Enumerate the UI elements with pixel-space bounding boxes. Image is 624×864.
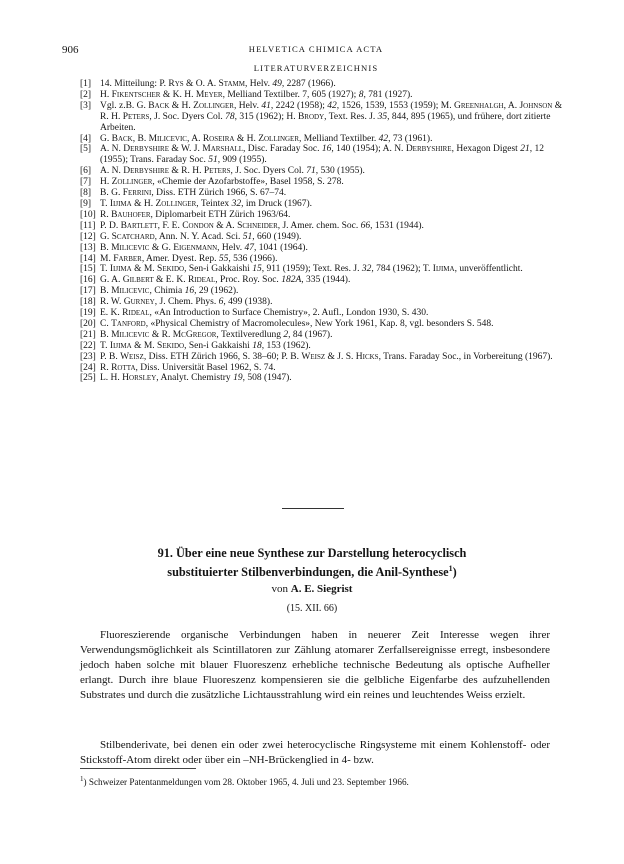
- reference-item: [80, 286, 570, 297]
- reference-text: , Melliand Textilber.: [299, 133, 379, 144]
- reference-volume: 49: [272, 79, 282, 89]
- reference-text: & H.: [131, 198, 156, 209]
- reference-number: [3]: [80, 100, 92, 111]
- reference-text: , 2287 (1966).: [281, 79, 336, 89]
- reference-item: [80, 199, 570, 210]
- reference-text: , Textilveredlung: [216, 329, 284, 340]
- reference-text: , Sen-i Gakkaishi: [184, 340, 253, 351]
- reference-item: [80, 297, 570, 308]
- reference-item: [80, 90, 570, 101]
- reference-author: Milicevic: [148, 133, 187, 144]
- reference-item: [80, 341, 570, 352]
- reference-text: , 73 (1961).: [388, 133, 433, 144]
- reference-number: [23]: [80, 351, 96, 362]
- reference-text: & G.: [149, 242, 174, 253]
- reference-number: [12]: [80, 231, 96, 242]
- reference-text: B.: [100, 286, 112, 297]
- reference-text: , Sen-i Gakkaishi: [184, 264, 253, 275]
- reference-item: [80, 352, 570, 363]
- reference-author: Hicks: [355, 351, 379, 362]
- reference-volume: 78: [225, 111, 235, 122]
- reference-volume: 8: [358, 89, 364, 100]
- reference-number: [2]: [80, 89, 92, 100]
- reference-author: Rys: [168, 79, 184, 89]
- reference-text: & M.: [131, 340, 158, 351]
- reference-author: Derbyshire: [123, 144, 169, 155]
- reference-text: T.: [100, 198, 110, 209]
- reference-author: Iijima: [109, 340, 132, 351]
- reference-text: , Amer. Dyest. Rep.: [141, 253, 219, 264]
- reference-item: [80, 101, 570, 134]
- reference-text: , J. Amer. chem. Soc.: [277, 220, 361, 231]
- reference-number: [10]: [80, 209, 96, 220]
- reference-text: , Trans. Faraday Soc., in Vorbereitung (1967).: [378, 351, 553, 362]
- reference-text: , 508 (1947).: [242, 373, 292, 384]
- reference-text: , Diss. ETH Zürich 1966, S. 67–74.: [151, 188, 287, 199]
- reference-author: Iijima: [109, 198, 132, 209]
- reference-number: [17]: [80, 286, 96, 297]
- reference-number: [8]: [80, 188, 92, 199]
- reference-text: , 530 (1955).: [315, 166, 365, 177]
- reference-number: [15]: [80, 264, 96, 275]
- reference-text: & H.: [234, 133, 259, 144]
- reference-text: , 12 (1955); Trans. Faraday Soc.: [100, 144, 544, 166]
- reference-text: , 1531 (1944).: [370, 220, 424, 231]
- reference-item: [80, 79, 570, 90]
- reference-text: B. G.: [100, 188, 123, 199]
- reference-text: , Text. Res. J.: [324, 111, 378, 122]
- reference-text: G. A.: [100, 275, 123, 286]
- reference-author: Schneider: [237, 220, 278, 231]
- reference-text: P. D.: [100, 220, 121, 231]
- reference-number: [20]: [80, 318, 96, 329]
- reference-number: [21]: [80, 329, 96, 340]
- reference-item: [80, 144, 570, 166]
- reference-text: , «An Introduction to Surface Chemistry», 2. Aufl., London 1930, S. 430.: [149, 308, 429, 319]
- reference-number: [7]: [80, 177, 92, 188]
- reference-text: , Proc. Roy. Soc.: [215, 275, 282, 286]
- reference-text: & H.: [169, 100, 194, 111]
- reference-number: [16]: [80, 275, 96, 286]
- reference-volume: 32: [231, 198, 242, 209]
- reference-text: H.: [100, 89, 112, 100]
- reference-text: , Chimia: [149, 286, 185, 297]
- reference-text: , 844, 895 (1965), und frühere, dort zitierte Arbeiten.: [100, 111, 551, 133]
- reference-item: [80, 188, 570, 199]
- reference-item: [80, 308, 570, 319]
- reference-author: Bartlett: [120, 220, 158, 231]
- reference-text: A. N.: [100, 144, 124, 155]
- reference-text: R. W.: [100, 297, 124, 308]
- body-paragraph: Stilbenderivate, bei denen ein oder zwei heterocyclische Ringsysteme mit einem Kohlenstoff- oder Stickstoff-Atom direkt oder über ein –NH-Brückenglied in 4- bzw.: [80, 739, 550, 766]
- reference-text: & A.: [213, 220, 238, 231]
- reference-text: B.: [100, 329, 112, 340]
- reference-text: & O. A.: [183, 79, 219, 89]
- reference-author: Gilbert: [122, 275, 154, 286]
- reference-text: , 499 (1938).: [223, 297, 273, 308]
- reference-text: , Teintex: [196, 198, 232, 209]
- reference-text: E. K.: [100, 308, 123, 319]
- reference-item: [80, 254, 570, 265]
- reference-author: Farber: [113, 253, 142, 264]
- reference-text: , 784 (1962); T.: [371, 264, 433, 275]
- footnote-rule: [80, 768, 196, 769]
- reference-number: [18]: [80, 297, 96, 308]
- reference-text: B.: [100, 242, 112, 253]
- running-header: [62, 44, 570, 58]
- reference-text: , J. Chem. Phys.: [154, 297, 219, 308]
- reference-text: , 2242 (1958);: [270, 100, 328, 111]
- reference-text: M.: [100, 253, 114, 264]
- reference-number: [24]: [80, 362, 96, 373]
- reference-text: , Diss. ETH Zürich 1966, S. 38–60; P. B.: [143, 351, 302, 362]
- reference-author: Johnson: [519, 100, 553, 111]
- reference-text: & R.: [149, 329, 173, 340]
- reference-text: , Diplomarbeit ETH Zürich 1963/64.: [150, 209, 291, 220]
- reference-text: , 1041 (1964).: [254, 242, 308, 253]
- reference-text: , Ann. N. Y. Acad. Sci.: [154, 231, 243, 242]
- journal-name: HELVETICA CHIMICA ACTA: [248, 44, 384, 54]
- reference-author: Meyer: [195, 89, 223, 100]
- reference-volume: 6: [218, 297, 224, 308]
- reference-item: [80, 330, 570, 341]
- reference-text: & R. H.: [169, 166, 204, 177]
- reference-volume: 182A: [281, 275, 302, 286]
- reference-number: [19]: [80, 308, 96, 319]
- reference-text: , 335 (1944).: [301, 275, 351, 286]
- reference-volume: 16: [184, 286, 195, 297]
- reference-text: , Analyt. Chemistry: [156, 373, 234, 384]
- article-author: [62, 583, 562, 595]
- title-footnote-paren: ): [452, 565, 457, 580]
- reference-text: , Diss. Universität Basel 1962, S. 74.: [135, 362, 276, 373]
- reference-author: McGregor: [172, 329, 217, 340]
- reference-volume: 15: [252, 264, 262, 275]
- reference-volume: 32: [361, 264, 372, 275]
- reference-author: Weisz: [120, 351, 144, 362]
- reference-author: Rideal: [187, 275, 216, 286]
- reference-text: , 536 (1966).: [228, 253, 278, 264]
- reference-author: Marshall: [202, 144, 243, 155]
- reference-text: P. B.: [100, 351, 121, 362]
- reference-text: , A.: [503, 100, 520, 111]
- reference-item: [80, 373, 570, 384]
- reference-text: & W. J.: [169, 144, 203, 155]
- reference-item: [80, 232, 570, 243]
- reference-text: , 909 (1955).: [217, 155, 267, 166]
- reference-author: Milicevic: [111, 286, 150, 297]
- reference-text: H.: [100, 177, 112, 188]
- reference-text: , Melliand Textilber. 7, 605 (1927);: [222, 89, 359, 100]
- reference-text: , J. Soc. Dyers Col.: [149, 111, 226, 122]
- reference-volume: 47: [244, 242, 255, 253]
- reference-text: , «Physical Chemistry of Macromolecules», New York 1961, Kap. 8, vgl. besonders S. 548.: [145, 318, 494, 329]
- reference-text: G.: [100, 231, 112, 242]
- reference-list: [80, 79, 570, 384]
- reference-author: Iijima: [432, 264, 455, 275]
- reference-author: Back: [148, 100, 170, 111]
- reference-volume: 51: [208, 155, 218, 166]
- reference-number: [4]: [80, 133, 92, 144]
- reference-author: Bauhofer: [111, 209, 151, 220]
- reference-author: Sekido: [157, 264, 185, 275]
- reference-author: Fikentscher: [111, 89, 161, 100]
- reference-text: R.: [100, 209, 112, 220]
- reference-item: [80, 221, 570, 232]
- reference-text: , A.: [186, 133, 203, 144]
- reference-author: Tanford: [111, 318, 146, 329]
- footnote-marker-paren: ): [83, 777, 87, 788]
- reference-text: , 153 (1962).: [261, 340, 311, 351]
- reference-text: T.: [100, 264, 110, 275]
- reference-author: Sekido: [157, 340, 185, 351]
- reference-text: , 315 (1962); H.: [234, 111, 298, 122]
- reference-text: , 1526, 1539, 1553 (1959); M.: [336, 100, 454, 111]
- reference-volume: 66: [360, 220, 371, 231]
- author-name: A. E. Siegrist: [290, 583, 353, 595]
- reference-volume: 2: [283, 329, 289, 340]
- reference-text: , Disc. Faraday Soc.: [243, 144, 322, 155]
- footnote-marker: 1: [80, 775, 84, 783]
- reference-text: A. N.: [100, 166, 124, 177]
- reference-text: , F. E.: [157, 220, 183, 231]
- reference-item: [80, 210, 570, 221]
- author-prefix: von: [271, 583, 288, 595]
- reference-text: & J. S.: [325, 351, 356, 362]
- reference-volume: 42: [327, 100, 337, 111]
- reference-author: Back: [111, 133, 133, 144]
- reference-author: Condon: [182, 220, 214, 231]
- article-title-line-2: substituierter Stilbenverbindungen, die Anil-Synthese: [167, 565, 449, 580]
- reference-text: 14. Mitteilung: P.: [100, 79, 169, 89]
- reference-text: , 140 (1954); A. N.: [331, 144, 406, 155]
- reference-item: [80, 264, 570, 275]
- reference-author: Rideal: [122, 308, 150, 319]
- reference-volume: 55: [218, 253, 229, 264]
- reference-volume: 35: [377, 111, 388, 122]
- reference-text: , Helv.: [217, 242, 245, 253]
- reference-author: Iijima: [109, 264, 132, 275]
- reference-author: Peters: [122, 111, 150, 122]
- reference-author: Milicevic: [111, 329, 150, 340]
- reference-text: , 911 (1959); Text. Res. J.: [261, 264, 362, 275]
- reference-text: , 660 (1949).: [252, 231, 302, 242]
- reference-text: C.: [100, 318, 112, 329]
- reference-volume: 16: [321, 144, 332, 155]
- reference-author: Weisz: [301, 351, 326, 362]
- reference-volume: 21: [520, 144, 530, 155]
- reference-number: [11]: [80, 220, 96, 231]
- reference-item: [80, 243, 570, 254]
- reference-author: Zollinger: [193, 100, 234, 111]
- reference-text: Vgl. z.B. G.: [100, 100, 149, 111]
- page-number: 906: [62, 44, 79, 56]
- reference-author: Derbyshire: [405, 144, 452, 155]
- reference-volume: 18: [252, 340, 262, 351]
- reference-author: Eigenmann: [173, 242, 218, 253]
- reference-item: [80, 166, 570, 177]
- reference-author: Zollinger: [111, 177, 153, 188]
- reference-volume: 71: [306, 166, 316, 177]
- title-footnote-marker[interactable]: 1: [448, 564, 453, 573]
- reference-text: & M.: [131, 264, 158, 275]
- reference-number: [25]: [80, 373, 96, 384]
- reference-text: , 84 (1967).: [288, 329, 333, 340]
- reference-text: , B.: [132, 133, 149, 144]
- reference-author: Derbyshire: [123, 166, 169, 177]
- reference-author: Rotta: [111, 362, 136, 373]
- body-paragraph: Fluoreszierende organische Verbindungen haben in neuerer Zeit Interesse wegen ihrer Verwendungsmöglichkeit als Scintillatoren zur Zählung atomarer Zerfallsereignisse erregt, insbesondere jedoch haben solche mit blauer Fluoreszenz erhebliche technische Bedeutung als optische Aufheller erlangt. Durch ihre blaue Fluoreszenz kompensieren sie die gelbliche Eigenfarbe des aufzuhellenden Substrates und durch die zusätzliche Lichtausstrahlung wird ein reines und leuchtendes Weiss erzielt.: [80, 629, 550, 701]
- reference-item: [80, 177, 570, 188]
- reference-text: L. H.: [100, 373, 123, 384]
- reference-text: , Helv.: [245, 79, 273, 89]
- footnote-text: Schweizer Patentanmeldungen vom 28. Oktober 1965, 4. Juli und 23. September 1966.: [86, 777, 409, 788]
- reference-author: Ferrini: [122, 188, 152, 199]
- reference-number: [1]: [80, 79, 92, 89]
- reference-text: G.: [100, 133, 112, 144]
- reference-author: Horsley: [122, 373, 157, 384]
- article-title-line-1: 91. Über eine neue Synthese zur Darstellung heterocyclisch: [157, 546, 467, 560]
- reference-number: [9]: [80, 198, 92, 209]
- article-title: [80, 545, 544, 580]
- reference-author: Zollinger: [258, 133, 299, 144]
- reference-item: [80, 134, 570, 145]
- reference-author: Stamm: [218, 79, 246, 89]
- reference-author: Greenhalgh: [453, 100, 504, 111]
- reference-author: Gurney: [123, 297, 155, 308]
- reference-text: , 29 (1962).: [194, 286, 239, 297]
- reference-text: , unveröffentlicht.: [454, 264, 523, 275]
- reference-text: , Hexagon Digest: [451, 144, 521, 155]
- reference-number: [14]: [80, 253, 96, 264]
- reference-text: , im Druck (1967).: [241, 198, 313, 209]
- reference-item: [80, 363, 570, 374]
- reference-text: R.: [100, 362, 112, 373]
- reference-text: , Helv.: [233, 100, 262, 111]
- article-date: (15. XII. 66): [286, 603, 338, 614]
- reference-number: [6]: [80, 166, 92, 177]
- reference-text: , 781 (1927).: [363, 89, 413, 100]
- reference-author: Milicevic: [111, 242, 150, 253]
- reference-text: T.: [100, 340, 110, 351]
- reference-author: Roseira: [202, 133, 235, 144]
- reference-volume: 41: [261, 100, 271, 111]
- reference-text: , «Chemie der Azofarbstoffe», Basel 1958, S. 278.: [152, 177, 344, 188]
- reference-text: & R. H.: [100, 100, 563, 122]
- reference-number: [5]: [80, 144, 92, 155]
- reference-number: [13]: [80, 242, 96, 253]
- section-divider: [282, 508, 344, 509]
- reference-author: Brody: [297, 111, 325, 122]
- reference-author: Peters: [203, 166, 231, 177]
- reference-item: [80, 319, 570, 330]
- bibliography-heading: LITERATURVERZEICHNIS: [253, 63, 379, 73]
- footnote: [80, 773, 550, 788]
- reference-author: Scatchard: [111, 231, 155, 242]
- reference-number: [22]: [80, 340, 96, 351]
- reference-text: & E. K.: [153, 275, 188, 286]
- reference-volume: 42: [378, 133, 389, 144]
- reference-text: & K. H.: [160, 89, 196, 100]
- reference-volume: 51: [242, 231, 253, 242]
- reference-author: Zollinger: [155, 198, 197, 209]
- reference-text: , J. Soc. Dyers Col.: [230, 166, 307, 177]
- reference-item: [80, 275, 570, 286]
- reference-volume: 19: [233, 373, 243, 384]
